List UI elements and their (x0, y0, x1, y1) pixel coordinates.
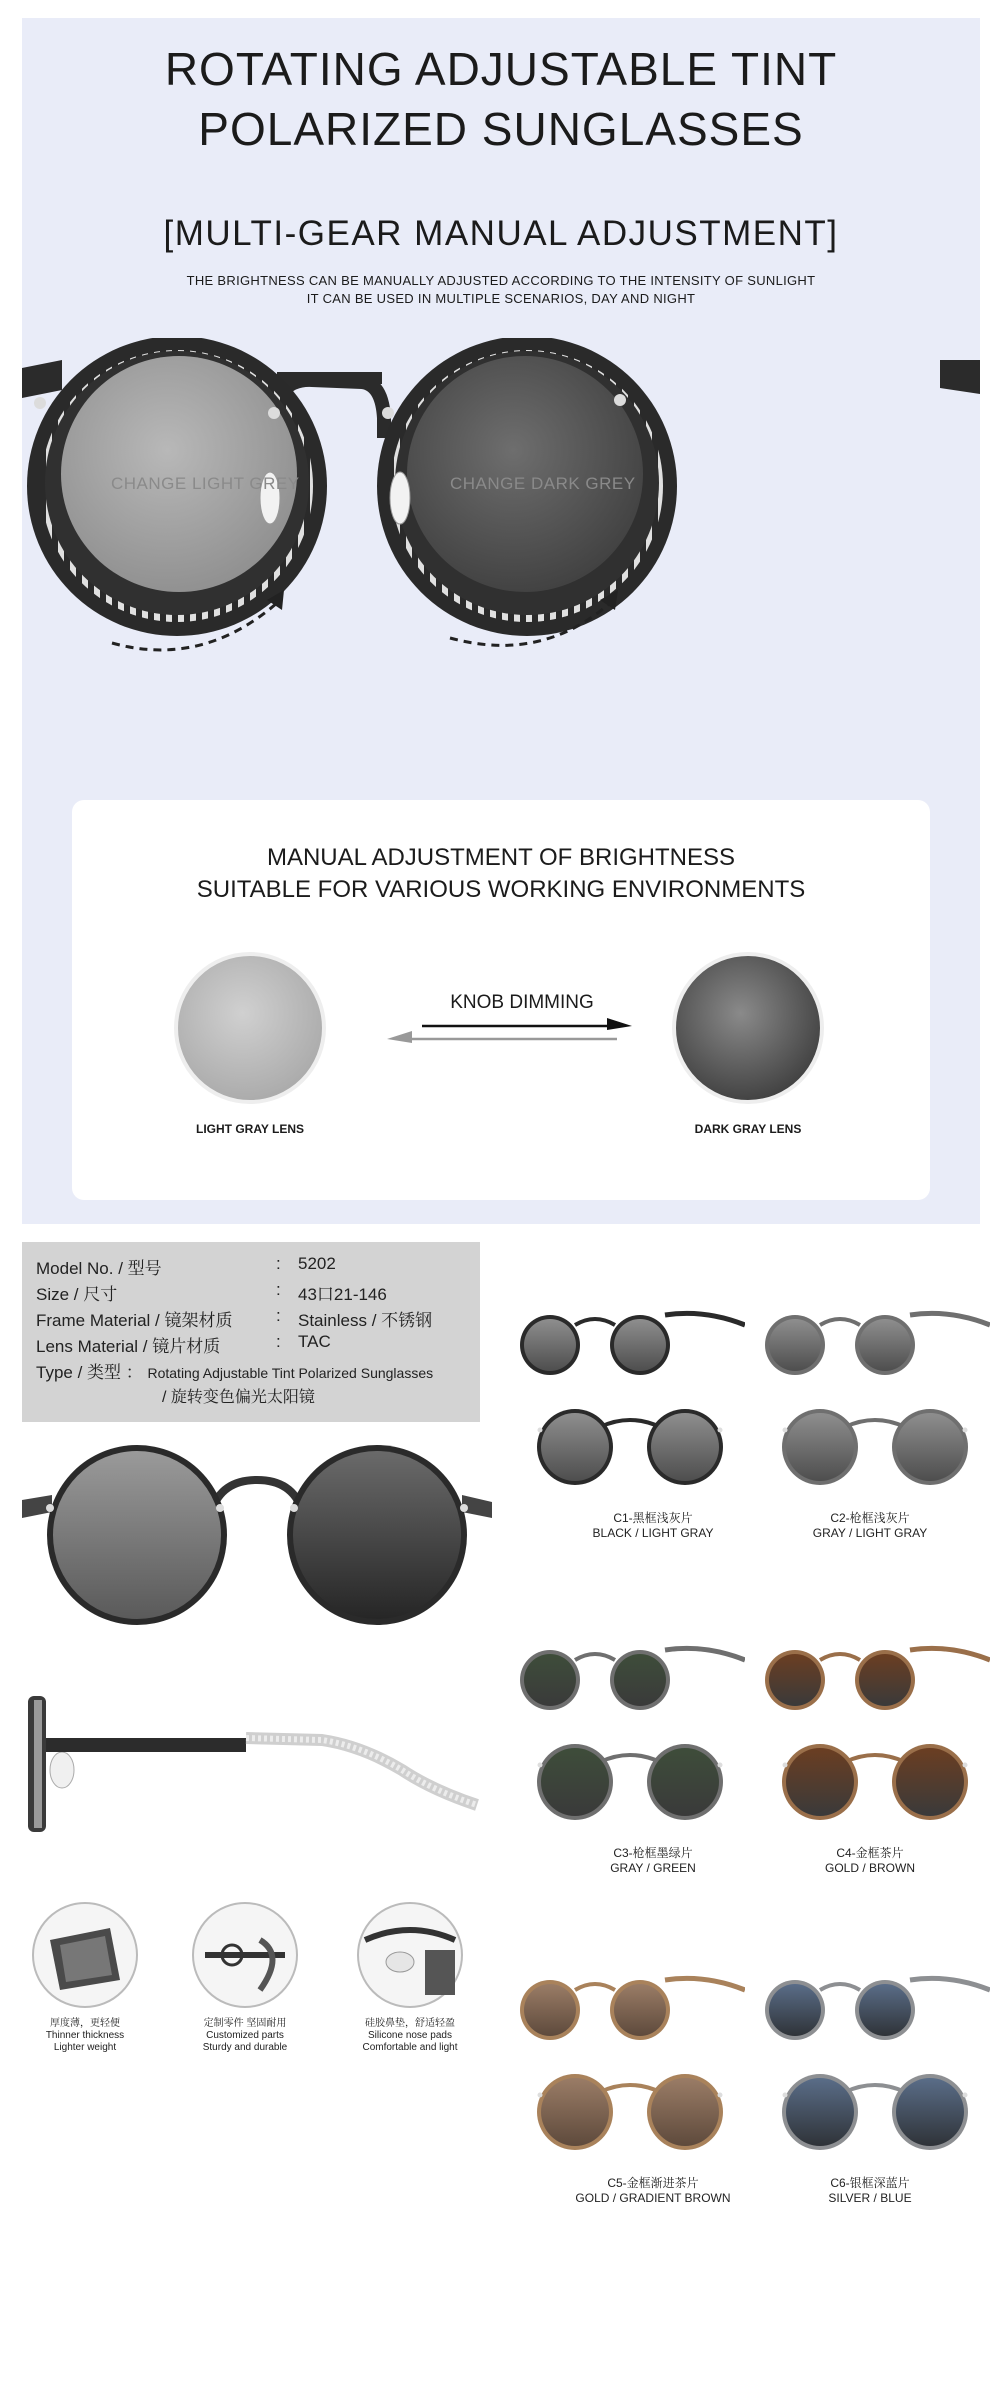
hero-title-line1: ROTATING ADJUSTABLE TINT (164, 43, 838, 95)
variant-c4-caption: C4-金框茶片 GOLD / BROWN (824, 1846, 915, 1875)
variant-c2-caption: C2-枪框浅灰片 GRAY / LIGHT GRAY (812, 1511, 928, 1540)
variant-1-image (515, 1285, 745, 1505)
card-title-line2: SUITABLE FOR VARIOUS WORKING ENVIRONMENTS (196, 876, 806, 903)
hero-desc-line2: IT CAN BE USED IN MULTIPLE SCENARIOS, DAY AND NIGHT (306, 291, 696, 306)
hero-subtitle: [MULTI-GEAR MANUAL ADJUSTMENT] (163, 214, 839, 253)
spec-table: Model No. / 型号 : 5202 Size / 尺寸 : 43口21-146 Frame Material / 镜架材质 : Stainless / 不锈钢 Lens Material / 镜片材质 : TAC Type / 类型 ： Rotating Adjustable Tint Polarized Sunglasses / 旋转变色偏光太阳镜 (22, 1242, 480, 1422)
feature-nosepads-caption: 硅胶鼻垫，舒适轻盈 Silicone nose pads Comfortable and light (362, 2018, 458, 2053)
light-gray-lens-label: LIGHT GRAY LENS (195, 1122, 305, 1136)
knob-dimming-label: KNOB DIMMING (450, 992, 594, 1013)
variant-3-image (515, 1620, 745, 1840)
variant-6-image (760, 1950, 990, 2170)
variant-4-image (760, 1620, 990, 1840)
card-title-line1: MANUAL ADJUSTMENT OF BRIGHTNESS (266, 844, 736, 871)
hero-title-line2: POLARIZED SUNGLASSES (198, 103, 804, 155)
variant-c3-caption: C3-枪框墨绿片 GRAY / GREEN (610, 1846, 696, 1875)
feature-nose-pads-image (355, 1900, 465, 2010)
spec-row-type-cn: / 旋转变色偏光太阳镜 (162, 1389, 315, 1406)
feature-custom-parts-image (190, 1900, 300, 2010)
front-view-glasses (22, 1440, 492, 1630)
hero-glasses-illustration (22, 338, 980, 668)
feature-thin-frame-image (30, 1900, 140, 2010)
hero-banner (22, 18, 980, 1224)
caption-light-grey: CHANGE LIGHT GREY (111, 474, 300, 493)
variant-c1-caption: C1-黑框浅灰片 BLACK / LIGHT GRAY (592, 1511, 714, 1540)
side-view-glasses (22, 1690, 492, 1840)
hero-desc-line1: THE BRIGHTNESS CAN BE MANUALLY ADJUSTED ACCORDING TO THE INTENSITY OF SUNLIGHT (186, 273, 816, 288)
variant-5-image (515, 1950, 745, 2170)
variant-c6-caption: C6-银框深蓝片 SILVER / BLUE (828, 2176, 912, 2205)
variant-c5-caption: C5-金框渐进茶片 GOLD / GRADIENT BROWN (575, 2176, 731, 2205)
lens-comparison-graphic (72, 940, 930, 1140)
feature-thin-caption: 厚度薄，更轻便 Thinner thickness Lighter weight (45, 2018, 125, 2053)
spec-row-type: Type / 类型 ： Rotating Adjustable Tint Polarized Sunglasses (36, 1363, 434, 1382)
caption-dark-grey: CHANGE DARK GREY (450, 474, 636, 493)
variant-2-image (760, 1285, 990, 1505)
feature-parts-caption: 定制零件 坚固耐用 Customized parts Sturdy and durable (202, 2018, 288, 2053)
brightness-card (72, 800, 930, 1200)
dark-gray-lens-label: DARK GRAY LENS (694, 1122, 802, 1136)
